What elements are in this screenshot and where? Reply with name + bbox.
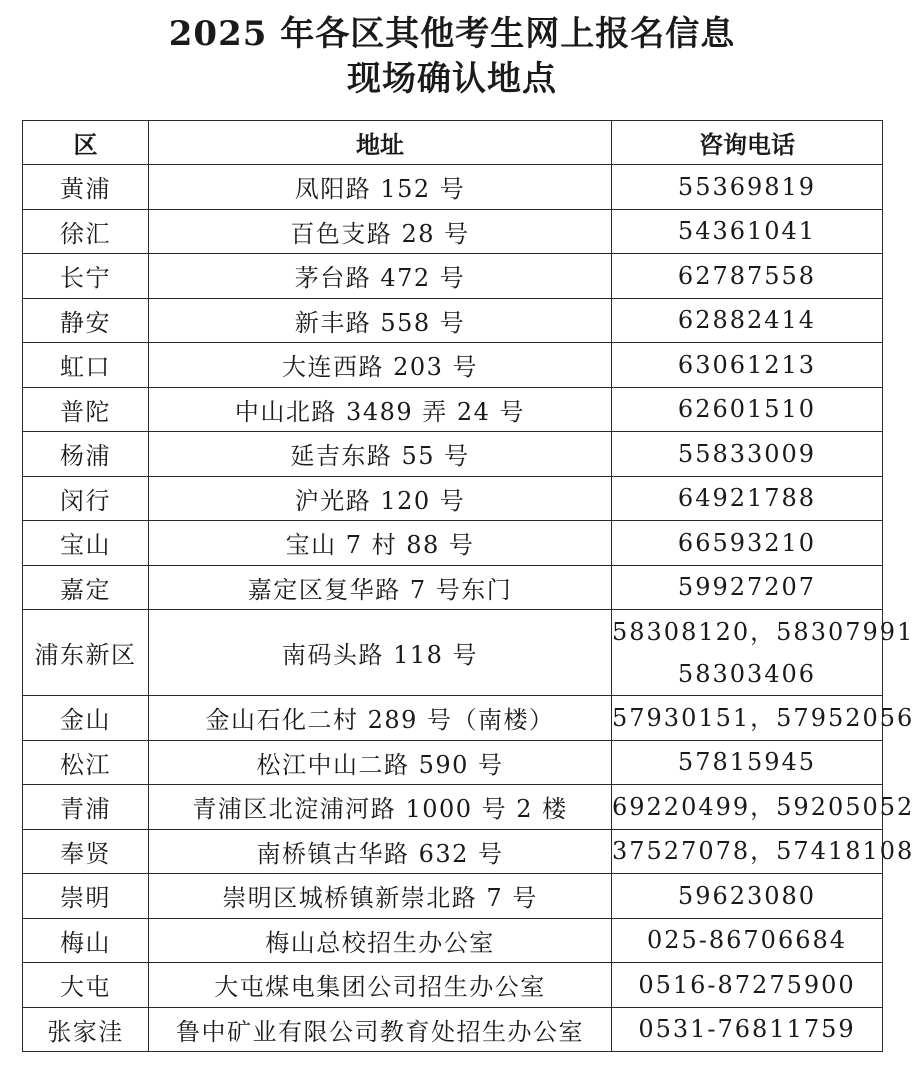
district-cell: 张家洼 xyxy=(23,1007,149,1052)
phone-number: 66593210 xyxy=(677,528,817,557)
district-cell: 徐汇 xyxy=(23,209,149,254)
district-cell: 金山 xyxy=(23,696,149,741)
phone-cell xyxy=(612,432,883,477)
table-row xyxy=(23,432,883,477)
phone-cell xyxy=(612,785,914,830)
table-row xyxy=(23,1007,883,1052)
table-row xyxy=(23,387,883,432)
header-phone: 咨询电话 xyxy=(612,121,883,165)
phone-cell xyxy=(612,610,914,696)
table-row xyxy=(23,610,883,696)
address-cell: 中山北路 3489 弄 24 号 xyxy=(149,387,612,432)
phone-number: 62787558 xyxy=(677,261,817,290)
district-cell: 普陀 xyxy=(23,387,149,432)
address-cell: 青浦区北淀浦河路 1000 号 2 楼 xyxy=(149,785,612,830)
district-cell: 闵行 xyxy=(23,476,149,521)
district-cell: 黄浦 xyxy=(23,165,149,210)
document-subtitle: 现场确认地点 xyxy=(347,59,557,99)
address-cell: 大连西路 203 号 xyxy=(149,343,612,388)
phone-cell xyxy=(612,963,883,1008)
confirmation-sites-table xyxy=(22,120,914,1052)
phone-number: 62601510 xyxy=(677,395,817,424)
address-cell: 宝山 7 村 88 号 xyxy=(149,521,612,566)
phone-cell xyxy=(612,1007,883,1052)
phone-number: 58303406 xyxy=(677,659,817,688)
table-row xyxy=(23,565,883,610)
district-cell: 虹口 xyxy=(23,343,149,388)
phone-cell xyxy=(612,343,883,388)
address-cell: 金山石化二村 289 号（南楼） xyxy=(149,696,612,741)
district-cell: 宝山 xyxy=(23,521,149,566)
table-row xyxy=(23,740,883,785)
table-row xyxy=(23,963,883,1008)
address-cell: 凤阳路 152 号 xyxy=(149,165,612,210)
address-cell: 鲁中矿业有限公司教育处招生办公室 xyxy=(149,1007,612,1052)
phone-number: 37527078，57418108 xyxy=(612,837,914,866)
document-title: 2025 年各区其他考生网上报名信息 xyxy=(168,14,736,54)
phone-number: 58308120，58307991 xyxy=(612,617,914,646)
district-cell: 崇明 xyxy=(23,874,149,919)
phone-number: 59623080 xyxy=(677,881,817,910)
district-cell: 静安 xyxy=(23,298,149,343)
table-row xyxy=(23,829,883,874)
header-address: 地址 xyxy=(149,121,612,165)
phone-cell xyxy=(612,254,883,299)
header-district: 区 xyxy=(23,121,149,165)
phone-number: 63061213 xyxy=(677,350,817,379)
phone-number: 0516-87275900 xyxy=(638,970,856,999)
address-cell: 南码头路 118 号 xyxy=(149,610,612,696)
phone-cell xyxy=(612,696,914,741)
phone-number: 0531-76811759 xyxy=(638,1015,856,1044)
phone-number: 57930151，57952056 xyxy=(612,703,914,732)
phone-number: 59927207 xyxy=(677,573,817,602)
district-cell: 杨浦 xyxy=(23,432,149,477)
phone-cell xyxy=(612,298,883,343)
address-cell: 嘉定区复华路 7 号东门 xyxy=(149,565,612,610)
table-header-row xyxy=(23,121,883,165)
phone-cell xyxy=(612,874,883,919)
table-row xyxy=(23,209,883,254)
phone-cell xyxy=(612,918,883,963)
phone-number: 025-86706684 xyxy=(646,926,848,955)
table-row xyxy=(23,343,883,388)
phone-number: 62882414 xyxy=(677,306,817,335)
phone-number: 55369819 xyxy=(677,172,817,201)
district-cell: 嘉定 xyxy=(23,565,149,610)
address-cell: 松江中山二路 590 号 xyxy=(149,740,612,785)
phone-number: 64921788 xyxy=(677,484,817,513)
district-cell: 梅山 xyxy=(23,918,149,963)
table-row xyxy=(23,874,883,919)
address-cell: 大屯煤电集团公司招生办公室 xyxy=(149,963,612,1008)
phone-cell xyxy=(612,521,883,566)
address-cell: 崇明区城桥镇新崇北路 7 号 xyxy=(149,874,612,919)
phone-cell xyxy=(612,565,883,610)
phone-cell xyxy=(612,829,914,874)
district-cell: 松江 xyxy=(23,740,149,785)
table-row xyxy=(23,476,883,521)
phone-cell xyxy=(612,476,883,521)
table-row xyxy=(23,785,883,830)
phone-cell xyxy=(612,209,883,254)
district-cell: 浦东新区 xyxy=(23,610,149,696)
table-row xyxy=(23,918,883,963)
phone-number: 69220499，59205052 xyxy=(612,792,914,821)
phone-cell xyxy=(612,165,883,210)
district-cell: 青浦 xyxy=(23,785,149,830)
table-row xyxy=(23,254,883,299)
phone-cell xyxy=(612,387,883,432)
address-cell: 百色支路 28 号 xyxy=(149,209,612,254)
address-cell: 沪光路 120 号 xyxy=(149,476,612,521)
table-body xyxy=(23,165,914,1052)
address-cell: 南桥镇古华路 632 号 xyxy=(149,829,612,874)
district-cell: 奉贤 xyxy=(23,829,149,874)
table-row xyxy=(23,696,883,741)
table-row xyxy=(23,165,883,210)
phone-number: 57815945 xyxy=(677,748,817,777)
phone-number: 55833009 xyxy=(677,439,817,468)
address-cell: 茅台路 472 号 xyxy=(149,254,612,299)
phone-number: 54361041 xyxy=(677,217,817,246)
district-cell: 大屯 xyxy=(23,963,149,1008)
district-cell: 长宁 xyxy=(23,254,149,299)
address-cell: 梅山总校招生办公室 xyxy=(149,918,612,963)
address-cell: 延吉东路 55 号 xyxy=(149,432,612,477)
table-row xyxy=(23,521,883,566)
address-cell: 新丰路 558 号 xyxy=(149,298,612,343)
table-row xyxy=(23,298,883,343)
phone-cell xyxy=(612,740,883,785)
